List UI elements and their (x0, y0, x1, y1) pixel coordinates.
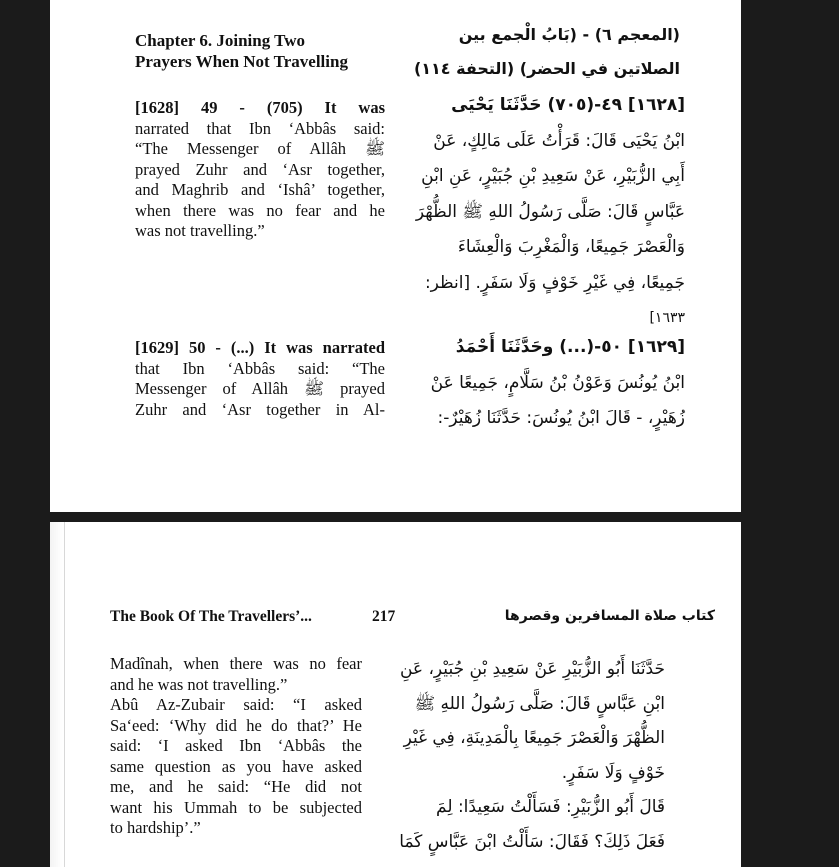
hadith-1629-english (135, 338, 385, 420)
arabic-line: ابْنُ يُونُسَ وَعَوْنُ بْنُ سَلَّامٍ، جَمِيعًا عَنْ (430, 372, 685, 393)
arabic-line: ابْنُ يَحْيَى قَالَ: قَرَأْتُ عَلَى مَالِكٍ، عَنْ (433, 130, 685, 151)
top-book-page (50, 0, 741, 512)
text-line: want his Ummah to be subjected (110, 797, 362, 817)
arabic-chapter-title (413, 18, 680, 86)
arabic-line: قَالَ أَبُو الزُّبَيْرِ: فَسَأَلْتُ سَعِيدًا: لِمَ (436, 797, 665, 817)
hadith-line: narrated that Ibn ‘Abbâs said: (135, 118, 385, 138)
running-header-title: The Book Of The Travellers’... (110, 608, 312, 625)
hadith-line: was not travelling.” (135, 221, 265, 240)
chapter-title-line: Chapter 6. Joining Two (135, 31, 306, 50)
hadith-line: [1628] 49 - (705) It was (135, 98, 385, 117)
hadith-line: that Ibn ‘Abbâs said: “The (135, 358, 385, 378)
hadith-1628-arabic (400, 88, 685, 337)
hadith-line: when there was no fear and he (135, 200, 385, 220)
hadith-line: “The Messenger of Allâh ﷺ (135, 139, 385, 158)
arabic-line: خَوْفٍ وَلَا سَفَرٍ. (561, 762, 665, 783)
page-gutter (50, 522, 62, 867)
bottom-book-page (50, 522, 741, 867)
hadith-line: [1629] 50 - (...) It was narrated (135, 338, 385, 357)
text-line: and he was not travelling.” (110, 674, 288, 694)
arabic-line: عَبَّاسٍ قَالَ: صَلَّى رَسُولُ اللهِ ﷺ الظُّهْرَ (415, 201, 685, 222)
text-line: said: ‘I asked Ibn ‘Abbâs the (110, 736, 362, 755)
arabic-line: أَبِي الزُّبَيْرِ، عَنْ سَعِيدِ بْنِ جُبَيْرٍ، عَنِ ابْنِ (421, 166, 685, 186)
page-number: 217 (372, 608, 396, 625)
arabic-line: [١٦٢٨] ٤٩-(٧٠٥) حَدَّثَنَا يَحْيَى (451, 95, 685, 115)
arabic-line: ابْنِ عَبَّاسٍ قَالَ: صَلَّى رَسُولُ اللهِ ﷺ (414, 693, 665, 714)
arabic-line: وَالْعَصْرَ جَمِيعًا، وَالْمَغْرِبَ وَالْعِشَاءَ (457, 237, 685, 257)
bottom-english-text (110, 654, 362, 839)
running-header-arabic: كتاب صلاة المسافرين وقصرها (504, 608, 715, 624)
arabic-line: زُهَيْرٍ، - قَالَ ابْنُ يُونُسَ: حَدَّثَنَا زُهَيْرٌ-: (437, 408, 685, 428)
arabic-line: جَمِيعًا، فِي غَيْرِ خَوْفٍ وَلَا سَفَرٍ. [انظر: (424, 272, 685, 293)
hadith-1629-arabic (400, 330, 685, 437)
chapter-title-line: Prayers When Not Travelling (135, 52, 348, 71)
gutter-divider (64, 522, 65, 867)
arabic-line: فَعَلَ ذَلِكَ؟ فَقَالَ: سَأَلْتُ ابْنَ عَبَّاسٍ كَمَا (399, 831, 665, 852)
bottom-arabic-text (385, 652, 665, 859)
text-line: to hardship’.” (110, 818, 201, 837)
text-line: me, and he said: “He did not (110, 777, 362, 796)
arabic-chapter-line: (المعجم ٦) - (بَابُ الْجمع بين (458, 25, 680, 44)
hadith-1628-english (135, 98, 385, 242)
text-line: Madînah, when there was no fear (110, 654, 362, 673)
hadith-line: prayed Zuhr and ‘Asr together, (135, 159, 385, 179)
text-line: Sa‘eed: ‘Why did he do that?’ He (110, 715, 362, 735)
arabic-line: حَدَّثَنَا أَبُو الزُّبَيْرِ عَنْ سَعِيدِ بْنِ جُبَيْرٍ، عَنِ (399, 659, 665, 679)
arabic-line: [١٦٢٩] ٥٠-(...) وحَدَّثَنَا أَحْمَدُ (455, 337, 685, 357)
arabic-line: ١٦٣٣] (649, 310, 685, 326)
hadith-line: Messenger of Allâh ﷺ prayed (135, 379, 385, 398)
hadith-line: and Maghrib and ‘Ishâ’ together, (135, 180, 385, 199)
text-line: Abû Az-Zubair said: “I asked (110, 695, 362, 714)
arabic-line: الظُّهْرَ وَالْعَصْرَ جَمِيعًا بِالْمَدِينَةِ، فِي غَيْرِ (403, 728, 665, 748)
arabic-chapter-line: الصلاتين في الحضر) (التحفة ١١٤) (413, 59, 680, 78)
hadith-line: Zuhr and ‘Asr together in Al- (135, 399, 385, 419)
text-line: same question as you have asked (110, 756, 362, 776)
chapter-title (135, 30, 395, 72)
